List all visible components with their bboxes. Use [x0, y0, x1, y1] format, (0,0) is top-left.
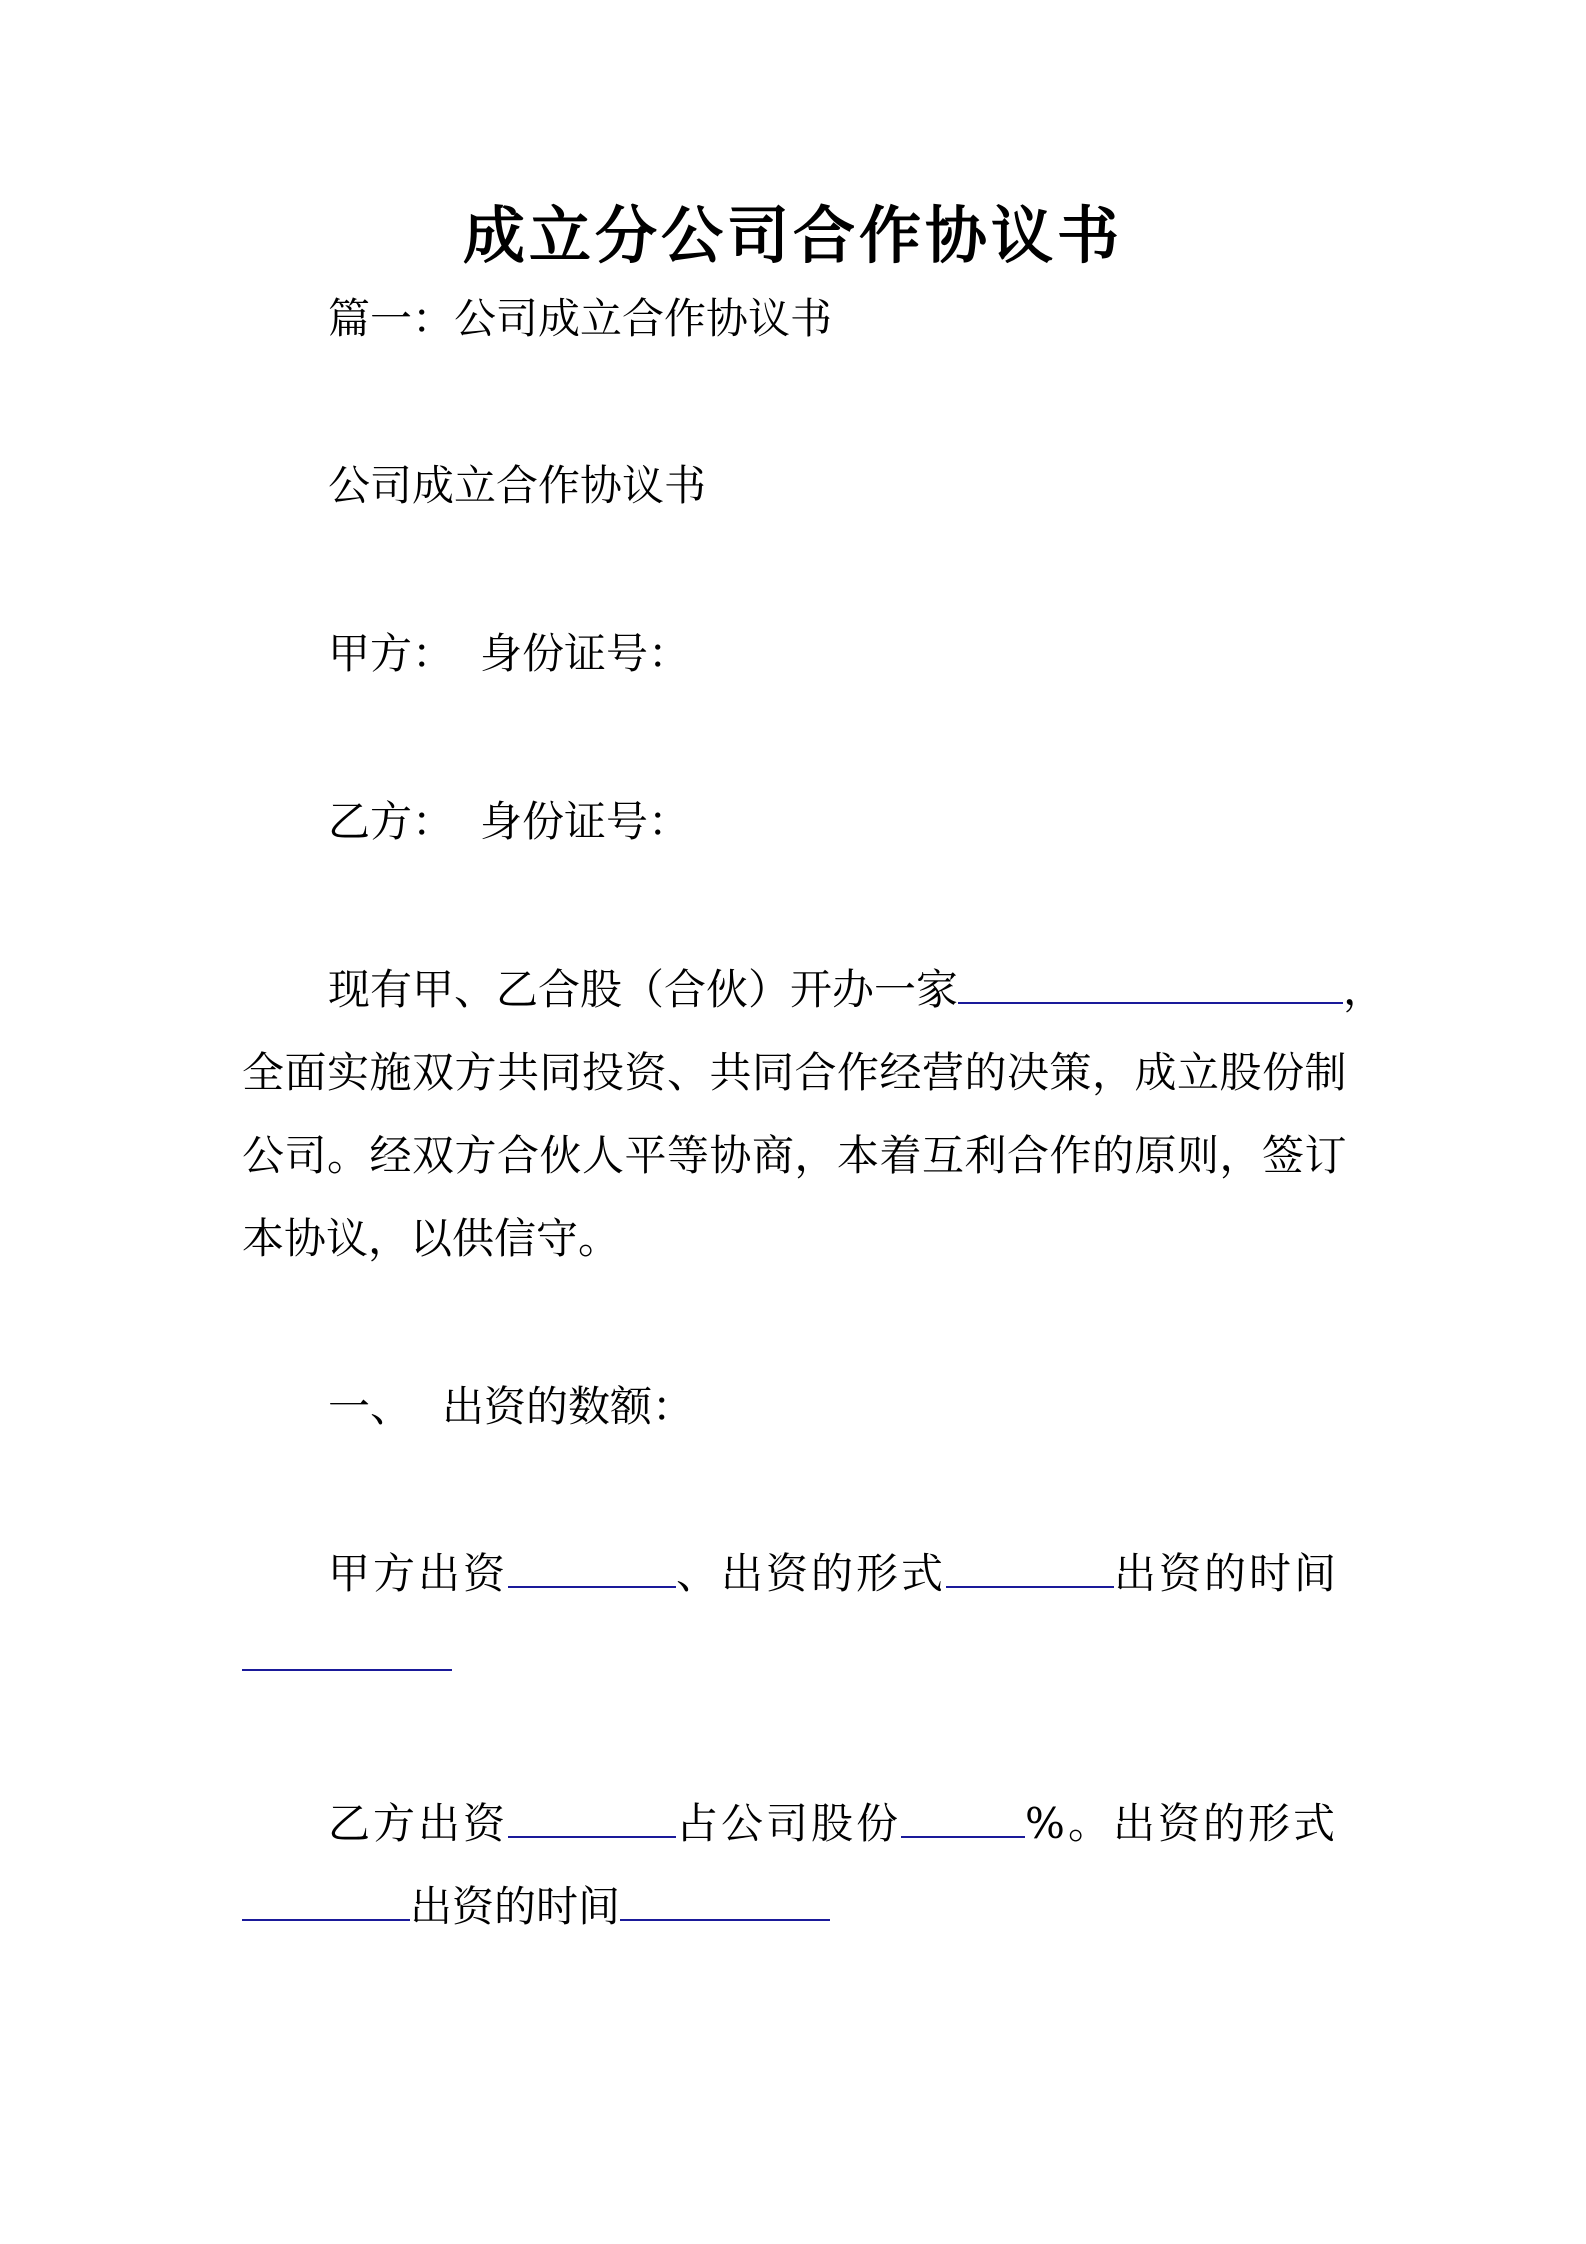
section-1-number: 一、: [328, 1382, 413, 1431]
party-a-time-label: 出资的时间: [1114, 1549, 1340, 1598]
party-a-capital-label: 甲方出资: [328, 1549, 509, 1598]
preamble-comma: ，: [1343, 965, 1386, 1014]
party-b-line: [328, 795, 690, 849]
party-b-capital-line: [328, 1797, 1338, 1851]
chapter-heading: 篇一：公司成立合作协议书: [328, 294, 833, 343]
preamble-line-1: [328, 963, 1385, 1017]
party-b-amount-blank: [508, 1800, 676, 1838]
party-b-time-line: [242, 1880, 830, 1934]
party-b-time-label: 出资的时间: [410, 1882, 621, 1931]
party-a-form-blank: [946, 1550, 1114, 1588]
party-b-form-blank: [242, 1883, 410, 1921]
party-a-time-blank: [242, 1633, 452, 1671]
party-b-label: 乙方：: [328, 797, 455, 846]
party-a-amount-blank: [508, 1550, 676, 1588]
preamble-text-1: 现有甲、乙合股（合伙）开办一家: [328, 965, 959, 1014]
party-b-capital-label: 乙方出资: [328, 1799, 509, 1848]
party-b-time-blank: [620, 1883, 830, 1921]
company-name-blank: [958, 966, 1343, 1004]
party-b-id-label: 身份证号：: [480, 797, 691, 846]
party-a-label: 甲方：: [328, 629, 455, 678]
section-1-title: 出资的数额：: [442, 1382, 695, 1431]
party-a-form-label: 、出资的形式: [676, 1549, 947, 1598]
party-b-form-label: %。出资的形式: [1025, 1799, 1338, 1848]
party-a-id-label: 身份证号：: [480, 629, 691, 678]
agreement-subtitle: 公司成立合作协议书: [328, 461, 707, 510]
party-a-line: [328, 627, 690, 681]
preamble-line-2: 全面实施双方共同投资、共同合作经营的决策，成立股份制: [242, 1048, 1348, 1097]
section-1-heading: [328, 1380, 694, 1434]
party-b-share-blank: [901, 1800, 1025, 1838]
party-a-capital-line: [328, 1547, 1339, 1601]
party-a-time-line: [242, 1630, 452, 1684]
preamble-line-4: 本协议，以供信守。: [242, 1214, 621, 1263]
document-title: 成立分公司合作协议书: [462, 199, 1123, 272]
party-b-share-label: 占公司股份: [676, 1799, 902, 1848]
preamble-line-3: 公司。经双方合伙人平等协商，本着互利合作的原则，签订: [242, 1131, 1348, 1180]
